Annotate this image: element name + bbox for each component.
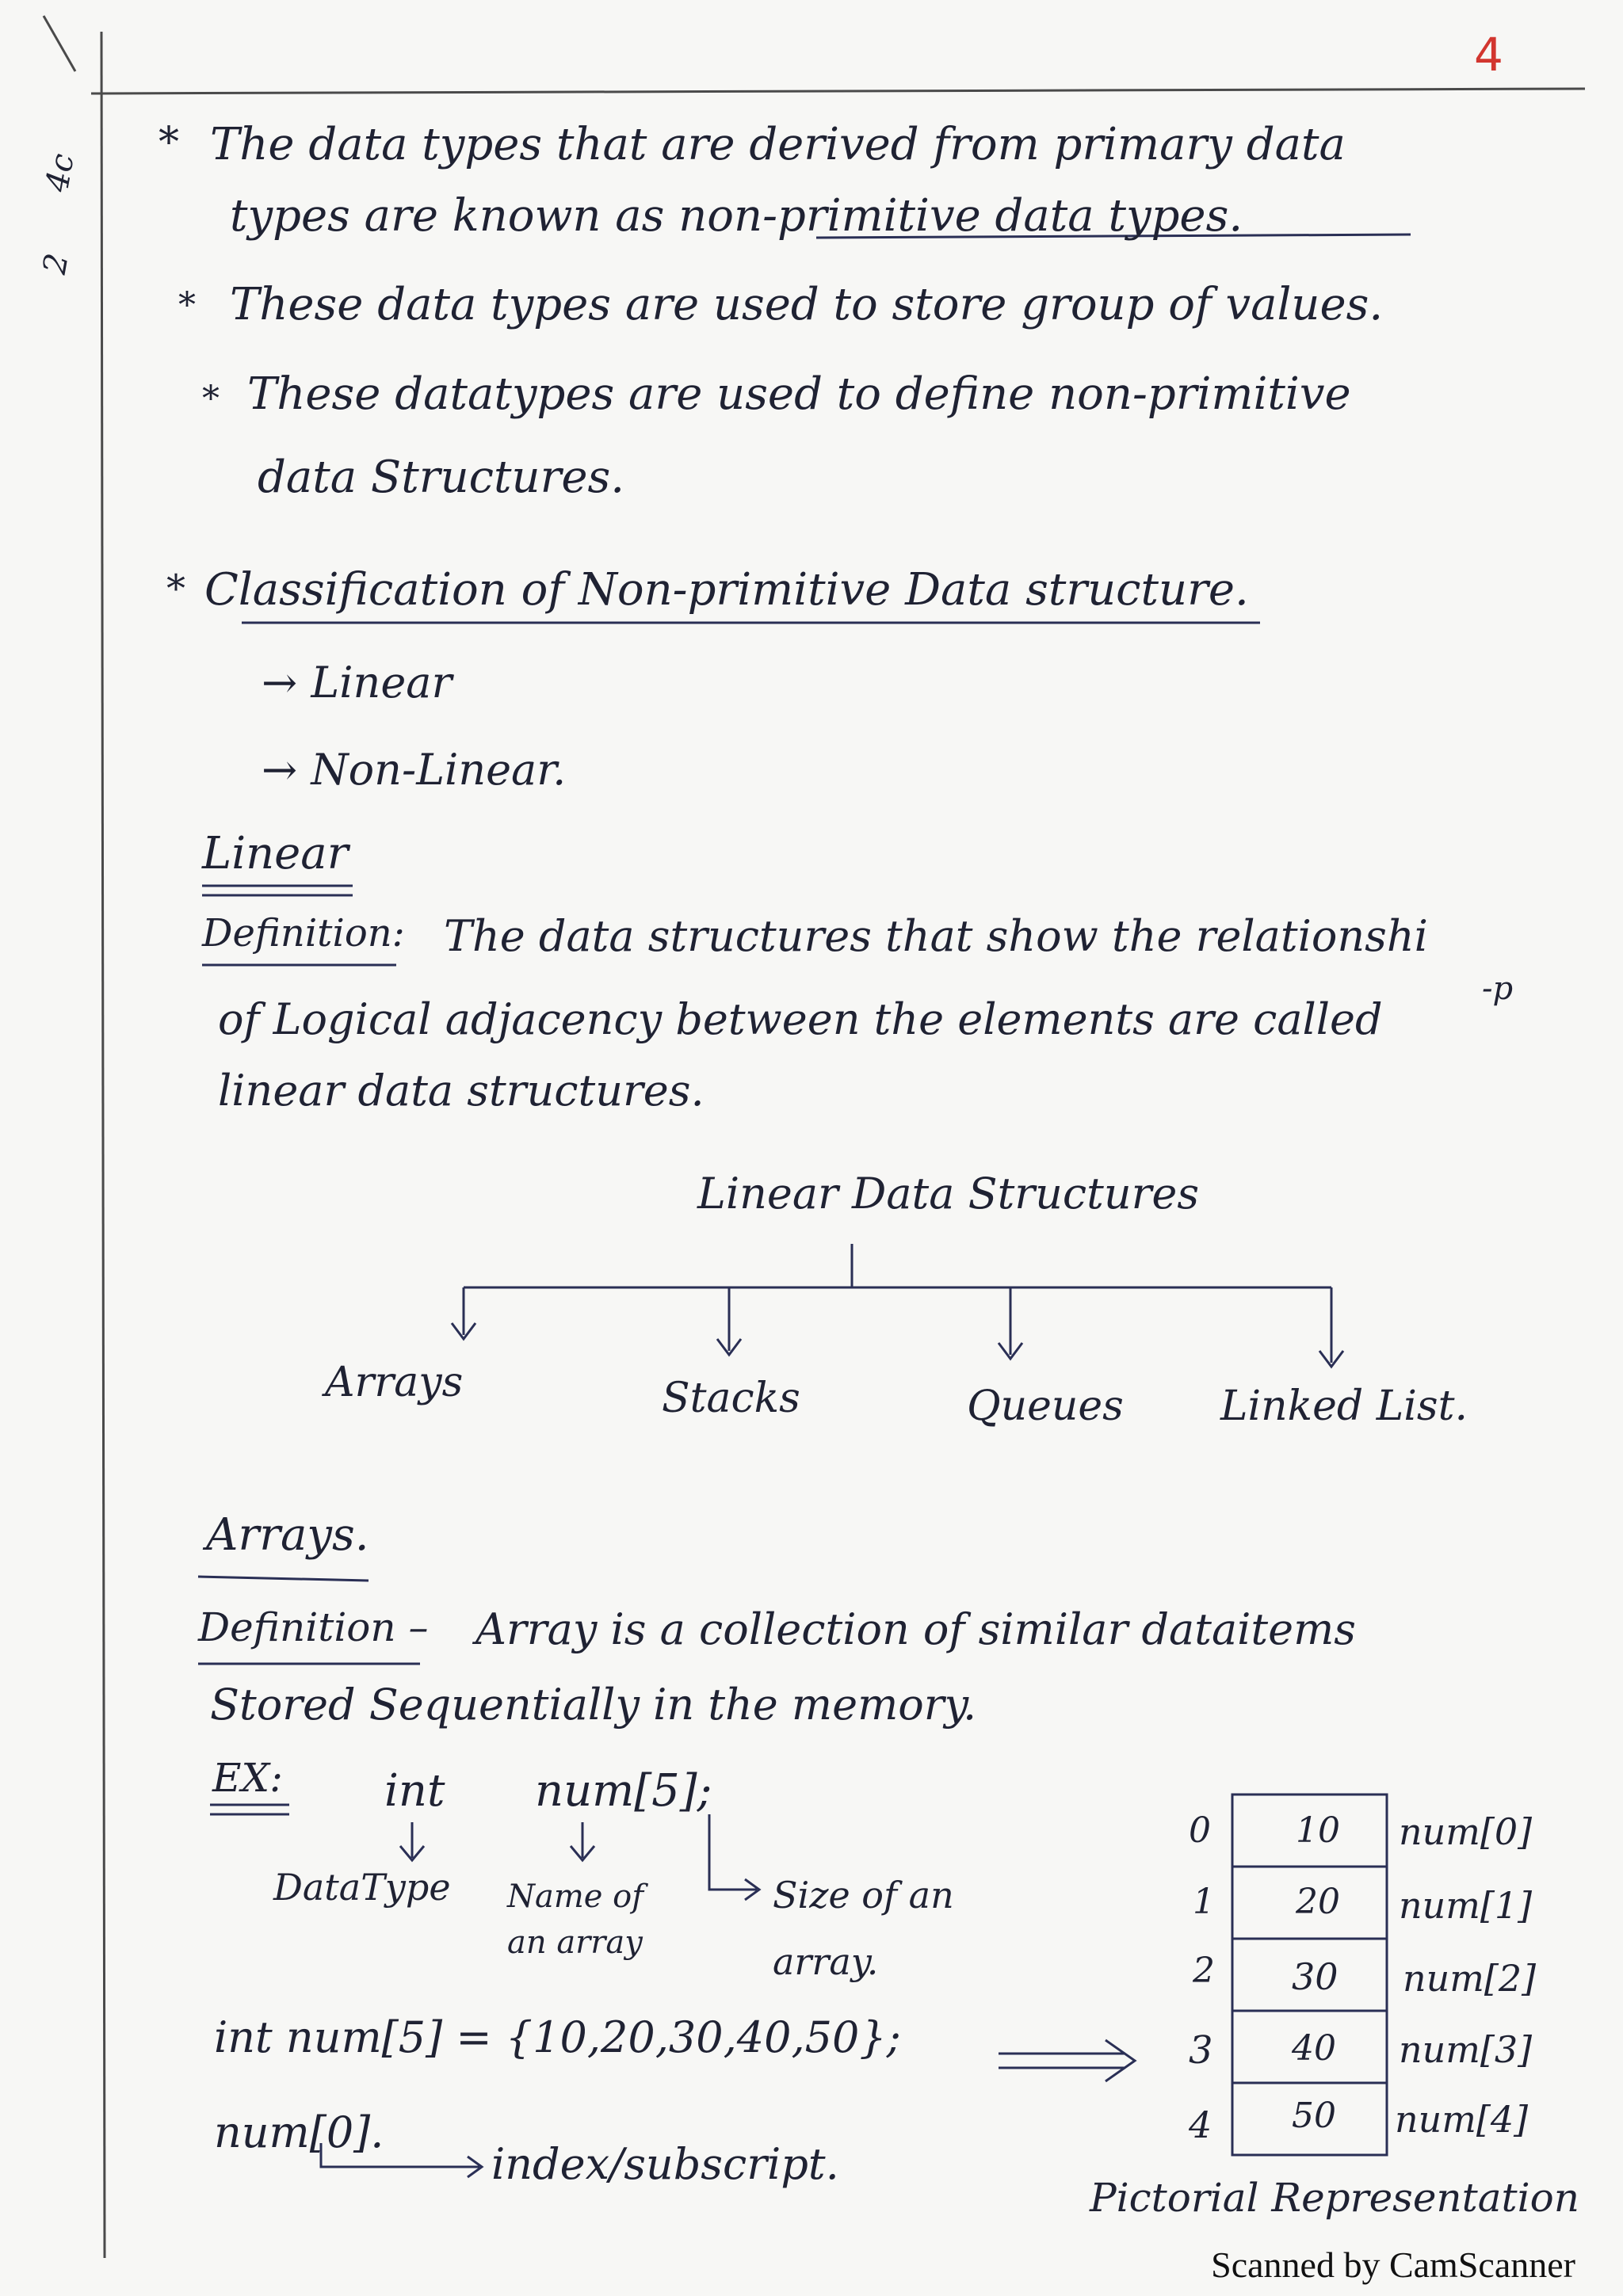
bullet-star: * bbox=[202, 379, 220, 419]
array-cell-label: num[1] bbox=[1399, 1884, 1533, 1927]
bullet-3-line-2: data Structures. bbox=[258, 452, 625, 503]
bullet-1-line-2 bbox=[230, 190, 1243, 242]
bullet-2: These data types are used to store group of values. bbox=[230, 279, 1384, 330]
linear-definition-label: Definition: bbox=[202, 911, 405, 955]
bullet-star: * bbox=[178, 285, 196, 326]
arrays-heading: Arrays. bbox=[206, 1509, 369, 1561]
bullet-1-line-2-pre: types are known as bbox=[230, 190, 679, 242]
array-cell-value: 10 bbox=[1296, 1810, 1340, 1851]
tree-child-queues: Queues bbox=[967, 1383, 1124, 1430]
arrays-definition-line-1: Array is a collection of similar dataitems bbox=[475, 1604, 1356, 1654]
pictorial-index-1: 1 bbox=[1193, 1882, 1215, 1922]
tree-child-linked-list: Linked List. bbox=[1220, 1383, 1468, 1430]
classification-title: Classification of Non-primitive Data structure. bbox=[204, 564, 1249, 616]
index-subscript-note: index/subscript. bbox=[491, 2139, 839, 2189]
margin-mark-1: 4c bbox=[39, 151, 82, 195]
scanner-footer: Scanned by CamScanner bbox=[1211, 2245, 1575, 2285]
example-code-rest: num[5]; bbox=[535, 1765, 712, 1817]
array-access: num[0]. bbox=[214, 2107, 384, 2157]
linear-definition-line-2: of Logical adjacency between the elements are called bbox=[218, 994, 1383, 1044]
page-number: 4 bbox=[1474, 28, 1503, 82]
array-cell-label: num[3] bbox=[1399, 2028, 1533, 2071]
array-cell-value: 50 bbox=[1292, 2096, 1336, 2136]
array-cell-value: 40 bbox=[1292, 2028, 1336, 2069]
bullet-1-line-1: The data types that are derived from primary data bbox=[210, 119, 1346, 170]
pictorial-index-4: 4 bbox=[1189, 2103, 1212, 2146]
example-label: EX: bbox=[212, 1755, 283, 1801]
linear-definition-hyphen: -p bbox=[1482, 971, 1514, 1007]
tree-child-stacks: Stacks bbox=[662, 1375, 800, 1422]
tree-child-arrays: Arrays bbox=[325, 1359, 464, 1406]
linear-heading: Linear bbox=[202, 828, 349, 879]
array-cell-value: 20 bbox=[1296, 1882, 1340, 1922]
bullet-3-line-1: These datatypes are used to define non-primitive bbox=[247, 368, 1351, 420]
array-initialization: int num[5] = {10,20,30,40,50}; bbox=[214, 2012, 901, 2062]
pictorial-index-0: 0 bbox=[1189, 1810, 1211, 1851]
array-cell-value: 30 bbox=[1292, 1955, 1338, 1998]
array-cell-label: num[0] bbox=[1399, 1810, 1533, 1853]
classification-item-non-linear: → Non-Linear. bbox=[262, 745, 567, 795]
tree-root: Linear Data Structures bbox=[697, 1169, 1200, 1219]
classification-star: * bbox=[166, 566, 185, 611]
annotation-size: Size of an array. bbox=[773, 1874, 954, 1983]
example-code-type: int bbox=[384, 1765, 445, 1817]
arrays-definition-line-2: Stored Sequentially in the memory. bbox=[210, 1680, 977, 1730]
array-cell-label: num[4] bbox=[1395, 2098, 1529, 2141]
linear-definition-line-3: linear data structures. bbox=[218, 1066, 705, 1116]
array-cell-label: num[2] bbox=[1403, 1957, 1537, 2000]
arrays-definition-label: Definition – bbox=[198, 1604, 429, 1650]
non-primitive-term: non-primitive data types. bbox=[678, 190, 1243, 242]
pictorial-index-2: 2 bbox=[1193, 1951, 1215, 1991]
annotation-name: Name of an array bbox=[507, 1878, 644, 1961]
margin-mark-2: 2 bbox=[36, 250, 76, 277]
pictorial-index-3: 3 bbox=[1189, 2028, 1213, 2073]
bullet-star: * bbox=[158, 119, 179, 166]
annotation-datatype: DataType bbox=[273, 1866, 451, 1909]
linear-definition-line-1: The data structures that show the relationshi bbox=[444, 911, 1428, 961]
classification-item-linear: → Linear bbox=[262, 658, 453, 707]
pictorial-caption: Pictorial Representation bbox=[1090, 2175, 1579, 2221]
